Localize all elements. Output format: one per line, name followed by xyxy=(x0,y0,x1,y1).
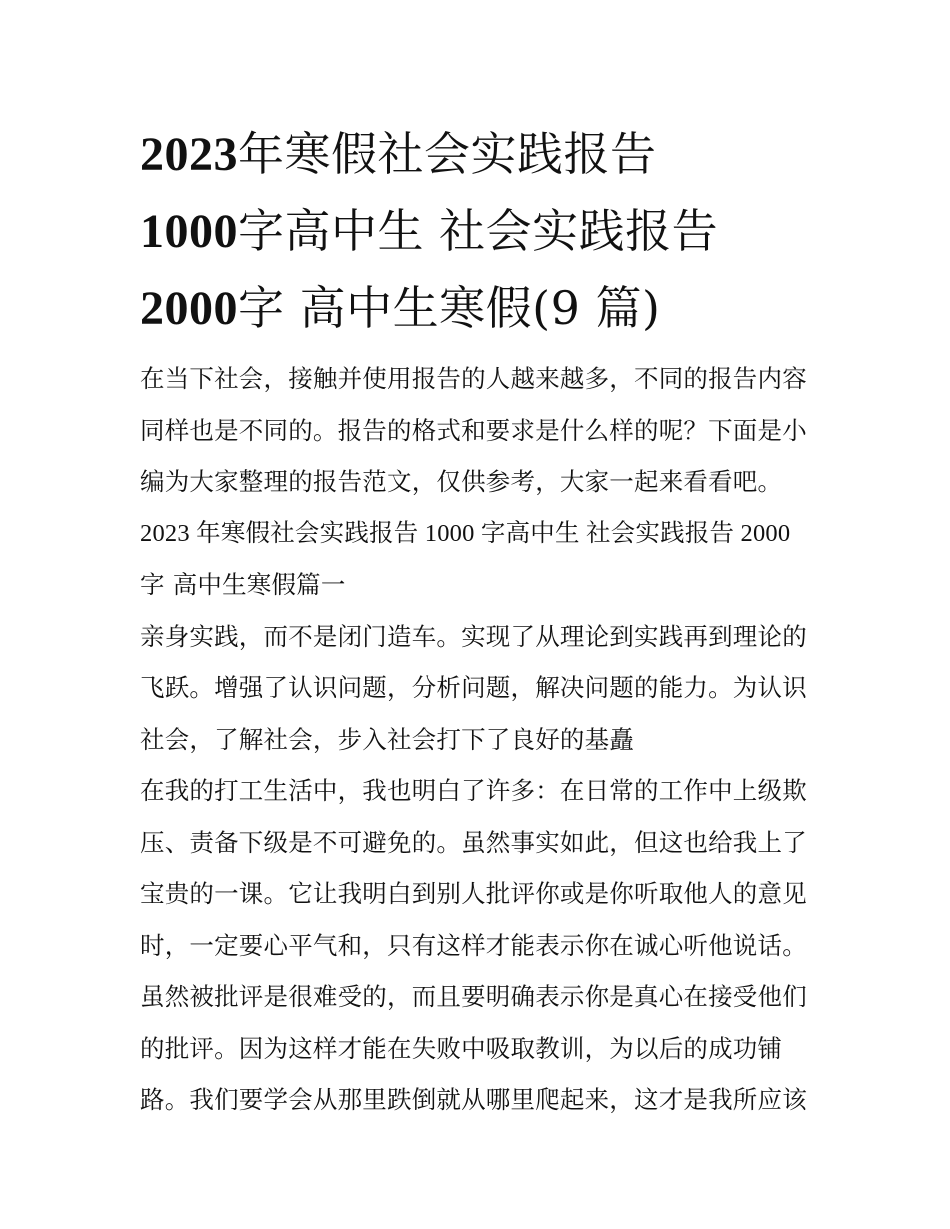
title-text: 年寒假社会实践报告 xyxy=(238,127,657,181)
intro-line: 在当下社会，接触并使用报告的人越来越多，不同的报告内容 xyxy=(140,364,807,393)
intro-line: 编为大家整理的报告范文，仅供参考，大家一起来看看吧。 xyxy=(140,467,783,496)
paragraph-line: 压、责备下级是不可避免的。虽然事实如此，但这也给我上了 xyxy=(140,827,807,857)
title-number: 2023 xyxy=(140,128,238,181)
paragraph-line: 亲身实践，而不是闭门造车。实现了从理论到实践再到理论的 xyxy=(140,621,807,651)
document-content xyxy=(140,116,830,1126)
paragraph-line: 虽然被批评是很难受的，而且要明确表示你是真心在接受他们 xyxy=(140,982,807,1011)
paragraph-line: 宝贵的一课。它让我明白到别人批评你或是你听取他人的意见 xyxy=(140,879,807,908)
title-line xyxy=(140,193,830,270)
document-body xyxy=(140,353,830,1126)
paragraph-line: 路。我们要学会从那里跌倒就从哪里爬起来，这才是我所应该 xyxy=(140,1085,807,1114)
document-title xyxy=(140,116,830,347)
section-heading-line: 2023 年寒假社会实践报告 1000 字高中生 社会实践报告 2000 xyxy=(140,519,791,547)
title-number: 1000 xyxy=(140,205,238,258)
paragraph-line: 在我的打工生活中，我也明白了许多：在日常的工作中上级欺 xyxy=(140,776,807,805)
title-number: 2000 xyxy=(140,282,238,335)
section-heading-line: 字 高中生寒假篇一 xyxy=(140,570,346,599)
intro-line: 同样也是不同的。报告的格式和要求是什么样的呢？下面是小 xyxy=(140,415,807,445)
paragraph-line: 社会，了解社会，步入社会打下了良好的基矗 xyxy=(140,724,634,754)
title-line xyxy=(140,116,830,193)
title-line xyxy=(140,270,830,347)
title-text: 字 高中生寒假(9 篇) xyxy=(238,281,661,335)
paragraph-line: 时，一定要心平气和，只有这样才能表示你在诚心听他说话。 xyxy=(140,930,807,960)
paragraph-line: 飞跃。增强了认识问题，分析问题，解决问题的能力。为认识 xyxy=(140,673,807,702)
title-text: 字高中生 社会实践报告 xyxy=(238,204,719,258)
paragraph-line: 的批评。因为这样才能在失败中吸取教训，为以后的成功铺 xyxy=(140,1033,783,1063)
